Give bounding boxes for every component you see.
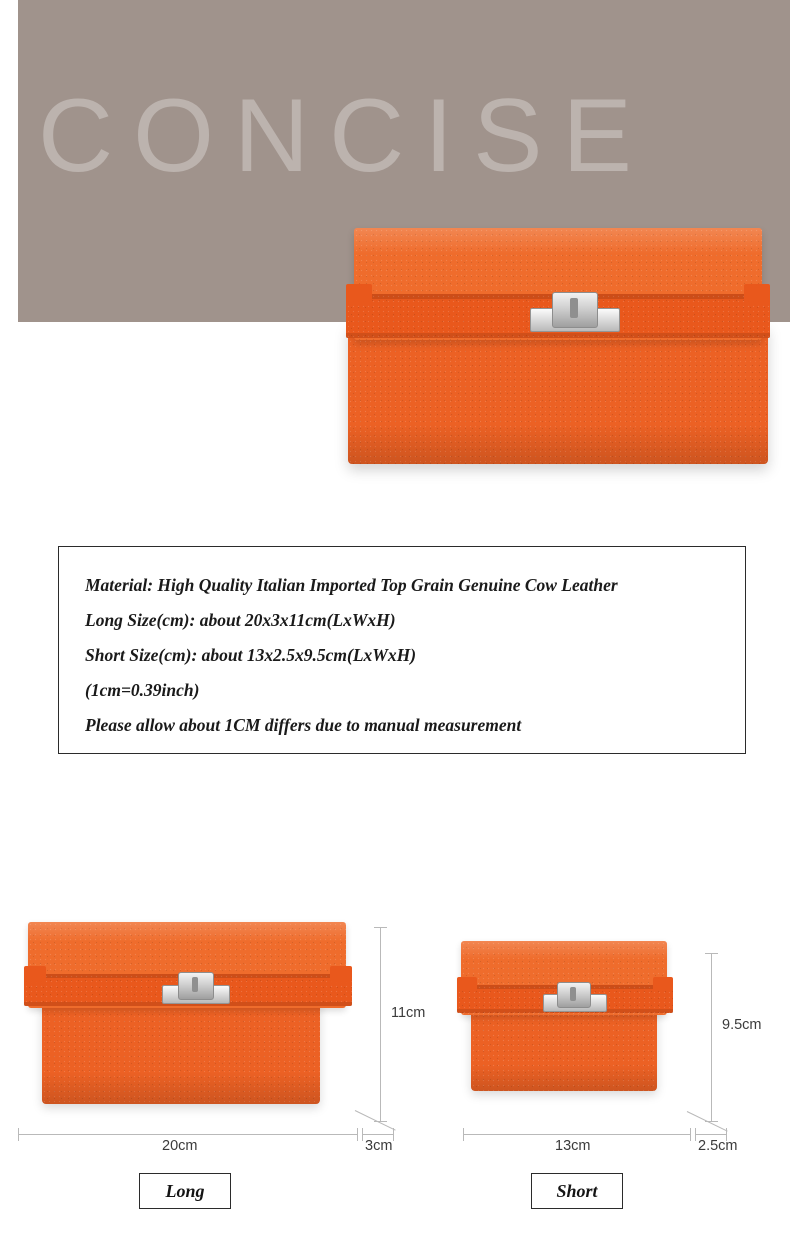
measurements-section bbox=[0, 905, 790, 1237]
dim-line-long-height bbox=[380, 927, 381, 1122]
hero-left-margin bbox=[0, 0, 18, 322]
dim-label-long-width: 20cm bbox=[162, 1138, 198, 1154]
hero-watermark-text: CONCISE bbox=[38, 78, 652, 194]
product-details-box bbox=[58, 546, 746, 754]
detail-line-short-size: Short Size(cm): about 13x2.5x9.5cm(LxWxH) bbox=[85, 645, 417, 665]
spec-long-name-label: Long bbox=[165, 1180, 205, 1201]
dim-line-short-depth bbox=[695, 1134, 727, 1135]
dim-label-long-height: 11cm bbox=[391, 1005, 426, 1021]
dim-label-short-height: 9.5cm bbox=[722, 1017, 762, 1033]
dim-line-short-width bbox=[463, 1134, 691, 1135]
spec-short-image bbox=[455, 941, 685, 1091]
detail-line-tolerance: Please allow about 1CM differs due to manual measurement bbox=[85, 715, 522, 735]
detail-line-conversion: (1cm=0.39inch) bbox=[85, 680, 200, 700]
detail-line-long-size: Long Size(cm): about 20x3x11cm(LxWxH) bbox=[85, 610, 396, 630]
dim-line-long-depth bbox=[362, 1134, 394, 1135]
spec-long-name-box bbox=[139, 1173, 231, 1209]
spec-short-name-box bbox=[531, 1173, 623, 1209]
dim-label-short-width: 13cm bbox=[555, 1138, 591, 1154]
dim-line-short-height bbox=[711, 953, 712, 1122]
dim-label-short-depth: 2.5cm bbox=[698, 1138, 738, 1154]
hero-product-image bbox=[340, 228, 777, 468]
dim-label-long-depth: 3cm bbox=[365, 1138, 393, 1154]
dim-line-long-width bbox=[18, 1134, 358, 1135]
detail-line-material: Material: High Quality Italian Imported Top Grain Genuine Cow Leather bbox=[85, 575, 618, 595]
spec-long-image bbox=[20, 922, 360, 1107]
spec-short-name-label: Short bbox=[556, 1180, 598, 1201]
